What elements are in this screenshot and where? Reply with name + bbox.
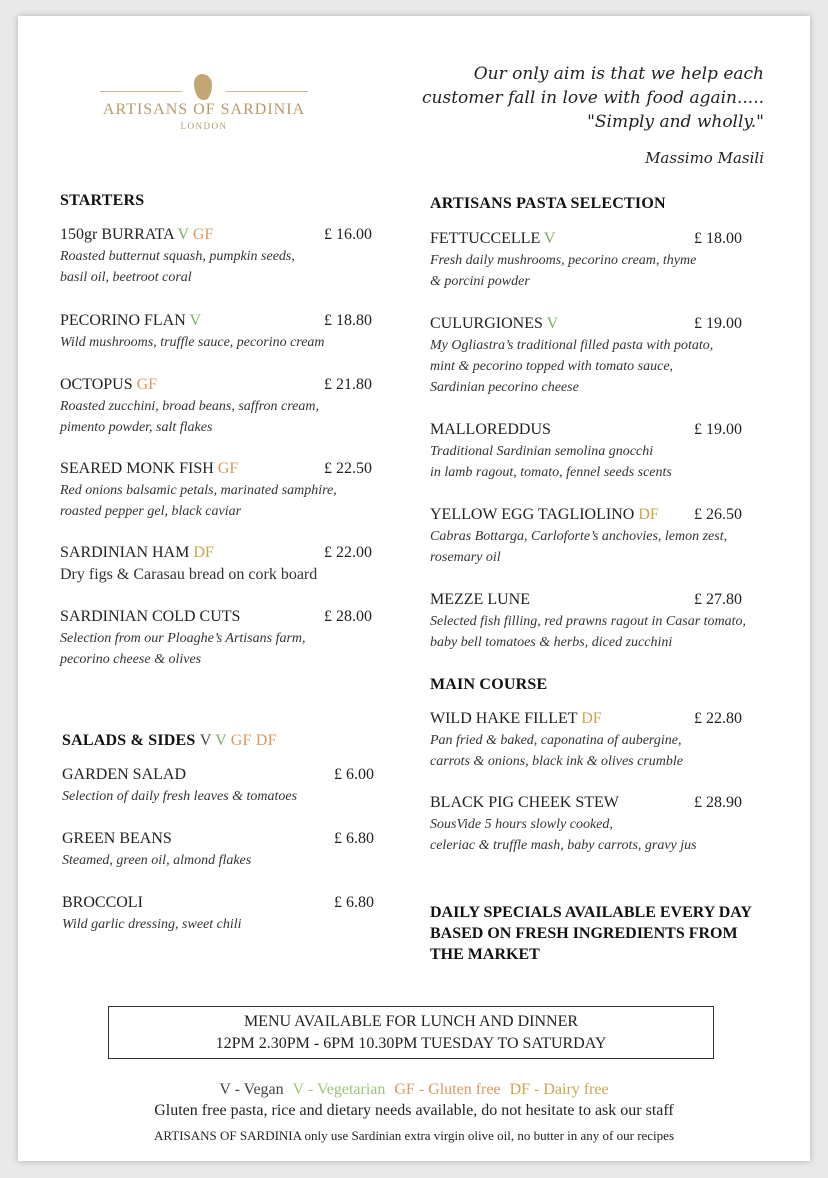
description-line: Selected fish filling, red prawns ragout in Casar tomato,: [430, 614, 747, 629]
section-title-main: MAIN COURSE: [430, 676, 548, 693]
menu-item: [430, 506, 790, 568]
item-description: [430, 250, 790, 292]
diet-tag: V: [211, 732, 227, 749]
item-name-text: OCTOPUS: [60, 376, 133, 393]
item-name-text: BROCCOLI: [62, 894, 143, 911]
legend-item: V - Vegan: [219, 1081, 284, 1098]
description-line: Pan fried & baked, caponatina of aubergine,: [430, 733, 682, 748]
item-description: [430, 814, 790, 856]
item-name-text: GREEN BEANS: [62, 830, 172, 847]
item-description: [60, 246, 420, 288]
menu-item: [430, 591, 790, 653]
olive-oil-note: ARTISANS OF SARDINIA only use Sardinian extra virgin olive oil, no butter in any of our recipes: [154, 1128, 674, 1143]
sardinia-island-icon: [194, 74, 212, 100]
menu-item: [430, 794, 790, 856]
item-name-text: GARDEN SALAD: [62, 766, 186, 783]
diet-legend: [18, 1081, 810, 1099]
description-line: pimento powder, salt flakes: [60, 420, 213, 435]
description-line: Fresh daily mushrooms, pecorino cream, thyme: [430, 253, 697, 268]
description-line: My Ogliastra’s traditional filled pasta with potato,: [430, 338, 714, 353]
item-description: [430, 526, 790, 568]
menu-item: [60, 460, 420, 522]
section-title-pasta: ARTISANS PASTA SELECTION: [430, 195, 666, 212]
item-name-text: MEZZE LUNE: [430, 591, 530, 608]
diet-tag: V: [542, 315, 559, 332]
menu-item: [60, 376, 420, 438]
item-description: [60, 564, 420, 585]
description-line: Wild mushrooms, truffle sauce, pecorino cream: [60, 335, 325, 350]
item-description: [430, 335, 790, 398]
item-name-text: YELLOW EGG TAGLIOLINO: [430, 506, 635, 523]
item-price: £ 27.80: [694, 591, 742, 608]
item-price: £ 18.80: [324, 312, 372, 329]
item-price: £ 28.00: [324, 608, 372, 625]
diet-tag: DF: [251, 732, 277, 749]
legend-item: V - Vegetarian: [292, 1081, 386, 1098]
daily-specials: [430, 902, 780, 965]
hours-line: 12PM 2.30PM - 6PM 10.30PM TUESDAY TO SATURDAY: [215, 1035, 607, 1052]
description-line: basil oil, beetroot coral: [60, 270, 192, 285]
item-name-text: FETTUCCELLE: [430, 230, 541, 247]
diet-tag: DF: [634, 506, 659, 523]
menu-item: [430, 230, 790, 292]
item-description: [60, 628, 420, 670]
section-title-salads: [62, 732, 277, 750]
quote-author: Massimo Masili: [645, 149, 764, 167]
gluten-note: Gluten free pasta, rice and dietary needs available, do not hesitate to ask our staff: [154, 1102, 674, 1119]
item-description: [60, 396, 420, 438]
quote: [418, 62, 764, 134]
description-line: rosemary oil: [430, 550, 501, 565]
diet-tag: GF: [132, 376, 158, 393]
diet-tag: GF: [226, 732, 252, 749]
hours-box: [108, 1006, 714, 1059]
brand-name: ARTISANS OF SARDINIA: [102, 101, 306, 118]
description-line: carrots & onions, black ink & olives crumble: [430, 754, 683, 769]
description-line: Red onions balsamic petals, marinated samphire,: [60, 483, 337, 498]
item-description: [62, 914, 422, 935]
diet-tag: DF: [189, 544, 214, 561]
legend-item: GF - Gluten free: [394, 1081, 501, 1098]
item-name-text: SEARED MONK FISH: [60, 460, 214, 477]
item-description: [62, 850, 422, 871]
description-line: Dry figs & Carasau bread on cork board: [60, 566, 318, 583]
item-description: [62, 786, 422, 807]
item-price: £ 28.90: [694, 794, 742, 811]
diet-tag: GF: [188, 226, 214, 243]
diet-tag: V: [173, 226, 189, 243]
legend-item: DF - Dairy free: [509, 1081, 609, 1098]
diet-tag: V: [199, 732, 212, 749]
salads-diet-tags: [200, 732, 277, 749]
item-price: £ 22.50: [324, 460, 372, 477]
diet-tag: DF: [577, 710, 602, 727]
brand-city: LONDON: [180, 121, 228, 131]
description-line: Wild garlic dressing, sweet chili: [62, 917, 242, 932]
item-name-text: WILD HAKE FILLET: [430, 710, 578, 727]
item-price: £ 18.00: [694, 230, 742, 247]
description-line: baby bell tomatoes & herbs, diced zucchini: [430, 635, 673, 650]
item-price: £ 19.00: [694, 315, 742, 332]
description-line: celeriac & truffle mash, baby carrots, gravy jus: [430, 838, 697, 853]
menu-item: [60, 544, 420, 585]
section-title-starters: STARTERS: [60, 192, 145, 209]
description-line: SousVide 5 hours slowly cooked,: [430, 817, 613, 832]
hours-line: MENU AVAILABLE FOR LUNCH AND DINNER: [243, 1013, 579, 1030]
quote-line: Our only aim is that we help each: [473, 64, 764, 84]
item-name-text: BLACK PIG CHEEK STEW: [430, 794, 619, 811]
item-price: £ 6.00: [334, 766, 374, 783]
menu-item: [60, 226, 420, 288]
description-line: Cabras Bottarga, Carloforte’s anchovies, lemon zest,: [430, 529, 728, 544]
description-line: Selection of daily fresh leaves & tomatoes: [62, 789, 298, 804]
description-line: Roasted butternut squash, pumpkin seeds,: [60, 249, 295, 264]
quote-line: customer fall in love with food again.....: [422, 88, 764, 108]
item-name-text: PECORINO FLAN: [60, 312, 186, 329]
item-price: £ 6.80: [334, 894, 374, 911]
item-description: [60, 332, 420, 353]
description-line: Roasted zucchini, broad beans, saffron cream,: [60, 399, 319, 414]
item-description: [430, 730, 790, 772]
menu-item: [430, 315, 790, 398]
description-line: Traditional Sardinian semolina gnocchi: [430, 444, 654, 459]
item-price: £ 6.80: [334, 830, 374, 847]
description-line: mint & pecorino topped with tomato sauce,: [430, 359, 674, 374]
diet-tag: GF: [213, 460, 239, 477]
diet-tag: V: [185, 312, 202, 329]
description-line: Steamed, green oil, almond flakes: [62, 853, 252, 868]
item-name-text: MALLOREDDUS: [430, 421, 551, 438]
description-line: & porcini powder: [430, 274, 530, 289]
description-line: Selection from our Ploaghe’s Artisans farm,: [60, 631, 306, 646]
item-description: [430, 441, 790, 483]
specials-line: THE MARKET: [430, 946, 540, 963]
item-name-text: SARDINIAN COLD CUTS: [60, 608, 241, 625]
diet-tag: V: [540, 230, 556, 247]
item-description: [430, 611, 790, 653]
item-price: £ 26.50: [694, 506, 742, 523]
menu-item: [62, 830, 422, 871]
item-price: £ 21.80: [324, 376, 372, 393]
description-line: in lamb ragout, tomato, fennel seeds scents: [430, 465, 672, 480]
logo-line-right: [226, 91, 308, 92]
menu-item: [60, 608, 420, 670]
description-line: Sardinian pecorino cheese: [430, 380, 579, 395]
menu-item: [430, 710, 790, 772]
menu-item: [430, 421, 790, 483]
menu-item: [62, 894, 422, 935]
description-line: pecorino cheese & olives: [60, 652, 202, 667]
specials-line: BASED ON FRESH INGREDIENTS FROM: [430, 925, 738, 942]
menu-page: [18, 16, 810, 1161]
menu-item: [60, 312, 420, 353]
menu-item: [62, 766, 422, 807]
item-name-text: CULURGIONES: [430, 315, 543, 332]
item-name-text: SARDINIAN HAM: [60, 544, 190, 561]
logo-line-left: [100, 91, 182, 92]
item-description: [60, 480, 420, 522]
item-price: £ 19.00: [694, 421, 742, 438]
item-name-text: 150gr BURRATA: [60, 226, 174, 243]
item-price: £ 22.80: [694, 710, 742, 727]
description-line: roasted pepper gel, black caviar: [60, 504, 242, 519]
quote-line: "Simply and wholly.": [587, 112, 764, 132]
specials-line: DAILY SPECIALS AVAILABLE EVERY DAY: [430, 904, 752, 921]
salads-title-text: SALADS & SIDES: [62, 732, 196, 749]
item-price: £ 16.00: [324, 226, 372, 243]
item-price: £ 22.00: [324, 544, 372, 561]
